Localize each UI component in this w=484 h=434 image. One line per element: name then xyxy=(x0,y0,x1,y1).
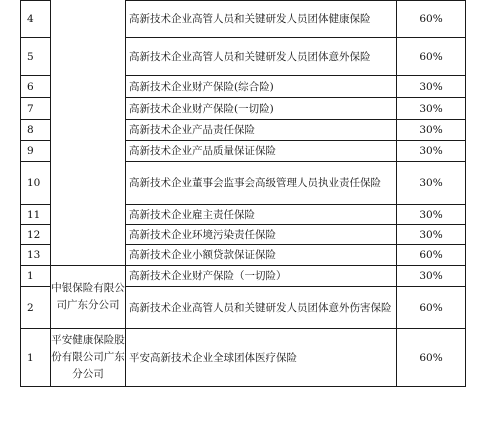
subsidy-rate: 30% xyxy=(397,120,466,141)
subsidy-rate: 60% xyxy=(397,245,466,266)
row-number: 4 xyxy=(21,1,51,38)
row-number: 9 xyxy=(21,141,51,162)
row-number: 5 xyxy=(21,38,51,76)
table-row xyxy=(21,1,466,38)
row-number: 13 xyxy=(21,245,51,266)
product-name: 高新技术企业高管人员和关键研发人员团体意外保险 xyxy=(126,38,397,76)
subsidy-rate: 30% xyxy=(397,266,466,287)
table-row xyxy=(21,266,466,287)
product-name: 高新技术企业高管人员和关键研发人员团体意外伤害保险 xyxy=(126,287,397,329)
row-number: 6 xyxy=(21,76,51,98)
row-number: 12 xyxy=(21,225,51,245)
product-name: 高新技术企业雇主责任保险 xyxy=(126,205,397,225)
row-number: 1 xyxy=(21,329,51,387)
subsidy-rate: 60% xyxy=(397,329,466,387)
subsidy-rate: 30% xyxy=(397,225,466,245)
product-name: 高新技术企业财产保险(综合险) xyxy=(126,76,397,98)
subsidy-rate: 60% xyxy=(397,1,466,38)
product-name: 高新技术企业产品责任保险 xyxy=(126,120,397,141)
subsidy-rate: 60% xyxy=(397,38,466,76)
product-name: 平安高新技术企业全球团体医疗保险 xyxy=(126,329,397,387)
product-name: 高新技术企业高管人员和关键研发人员团体健康保险 xyxy=(126,1,397,38)
insurance-product-table xyxy=(20,0,466,387)
product-name: 高新技术企业董事会监事会高级管理人员执业责任保险 xyxy=(126,162,397,205)
company-name: 平安健康保险股份有限公司广东分公司 xyxy=(51,329,126,387)
row-number: 11 xyxy=(21,205,51,225)
subsidy-rate: 30% xyxy=(397,141,466,162)
product-name: 高新技术企业财产保险（一切险） xyxy=(126,266,397,287)
product-name: 高新技术企业环境污染责任保险 xyxy=(126,225,397,245)
subsidy-rate: 30% xyxy=(397,162,466,205)
subsidy-rate: 30% xyxy=(397,76,466,98)
row-number: 10 xyxy=(21,162,51,205)
company-cell-continued xyxy=(51,1,126,266)
row-number: 7 xyxy=(21,98,51,120)
table-row xyxy=(21,329,466,387)
subsidy-rate: 30% xyxy=(397,205,466,225)
product-name: 高新技术企业财产保险(一切险) xyxy=(126,98,397,120)
company-name: 中银保险有限公司广东分公司 xyxy=(51,266,126,329)
subsidy-rate: 30% xyxy=(397,98,466,120)
row-number: 8 xyxy=(21,120,51,141)
row-number: 2 xyxy=(21,287,51,329)
product-name: 高新技术企业小额贷款保证保险 xyxy=(126,245,397,266)
row-number: 1 xyxy=(21,266,51,287)
product-name: 高新技术企业产品质量保证保险 xyxy=(126,141,397,162)
subsidy-rate: 60% xyxy=(397,287,466,329)
